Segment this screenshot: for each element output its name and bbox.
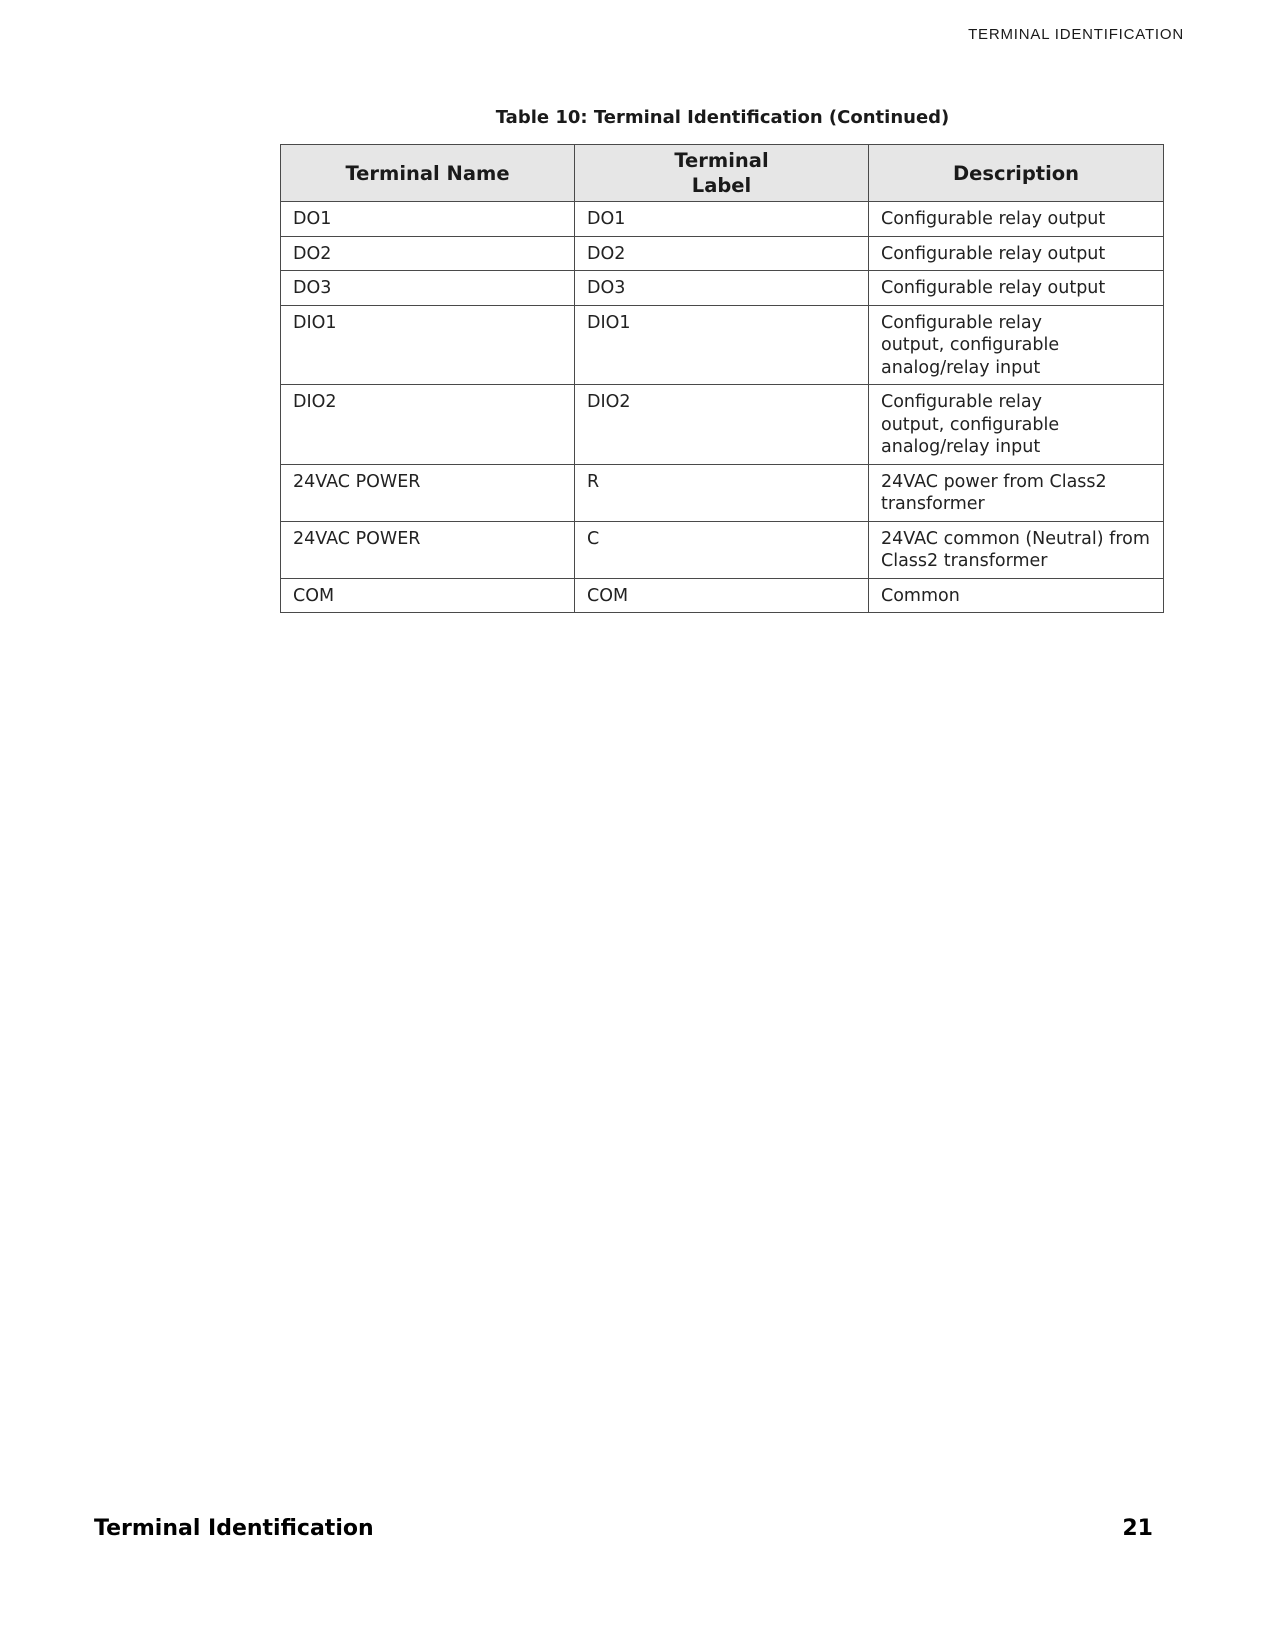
terminal-name-cell: DO2: [281, 236, 575, 271]
terminal-label-cell: DO1: [575, 202, 869, 237]
terminal-name-cell: DIO1: [281, 305, 575, 385]
terminal-name-cell: DO3: [281, 271, 575, 306]
page-number: 21: [1122, 1516, 1153, 1541]
table-row: [281, 521, 1164, 578]
terminal-name-cell: 24VAC POWER: [281, 464, 575, 521]
description-cell: Configurable relay output, configurable analog/relay input: [869, 385, 1164, 465]
terminal-name-cell: 24VAC POWER: [281, 521, 575, 578]
terminal-label-cell: COM: [575, 578, 869, 613]
description-cell: 24VAC power from Class2 transformer: [869, 464, 1164, 521]
footer-section-title: Terminal Identification: [94, 1516, 374, 1541]
terminal-name-cell: DIO2: [281, 385, 575, 465]
table-header-row: [281, 145, 1164, 202]
description-cell: Configurable relay output: [869, 236, 1164, 271]
terminal-label-cell: DO3: [575, 271, 869, 306]
table-row: [281, 385, 1164, 465]
running-header: TERMINAL IDENTIFICATION: [968, 26, 1184, 43]
terminal-label-cell: R: [575, 464, 869, 521]
terminal-label-cell: DIO2: [575, 385, 869, 465]
column-header-description: Description: [869, 145, 1164, 202]
table-row: [281, 464, 1164, 521]
column-header-terminal-name: Terminal Name: [281, 145, 575, 202]
description-cell: Configurable relay output, configurable analog/relay input: [869, 305, 1164, 385]
terminal-label-cell: DO2: [575, 236, 869, 271]
description-cell: Configurable relay output: [869, 271, 1164, 306]
table-row: [281, 578, 1164, 613]
table-row: [281, 202, 1164, 237]
terminal-identification-table: [280, 144, 1164, 613]
table-row: [281, 236, 1164, 271]
terminal-name-cell: DO1: [281, 202, 575, 237]
terminal-label-cell: DIO1: [575, 305, 869, 385]
terminal-name-cell: COM: [281, 578, 575, 613]
table-row: [281, 305, 1164, 385]
description-cell: Common: [869, 578, 1164, 613]
description-cell: 24VAC common (Neutral) from Class2 transformer: [869, 521, 1164, 578]
description-cell: Configurable relay output: [869, 202, 1164, 237]
table-caption: Table 10: Terminal Identification (Continued): [495, 107, 950, 128]
column-header-terminal-label: Terminal Label: [575, 145, 869, 202]
table-row: [281, 271, 1164, 306]
terminal-label-cell: C: [575, 521, 869, 578]
